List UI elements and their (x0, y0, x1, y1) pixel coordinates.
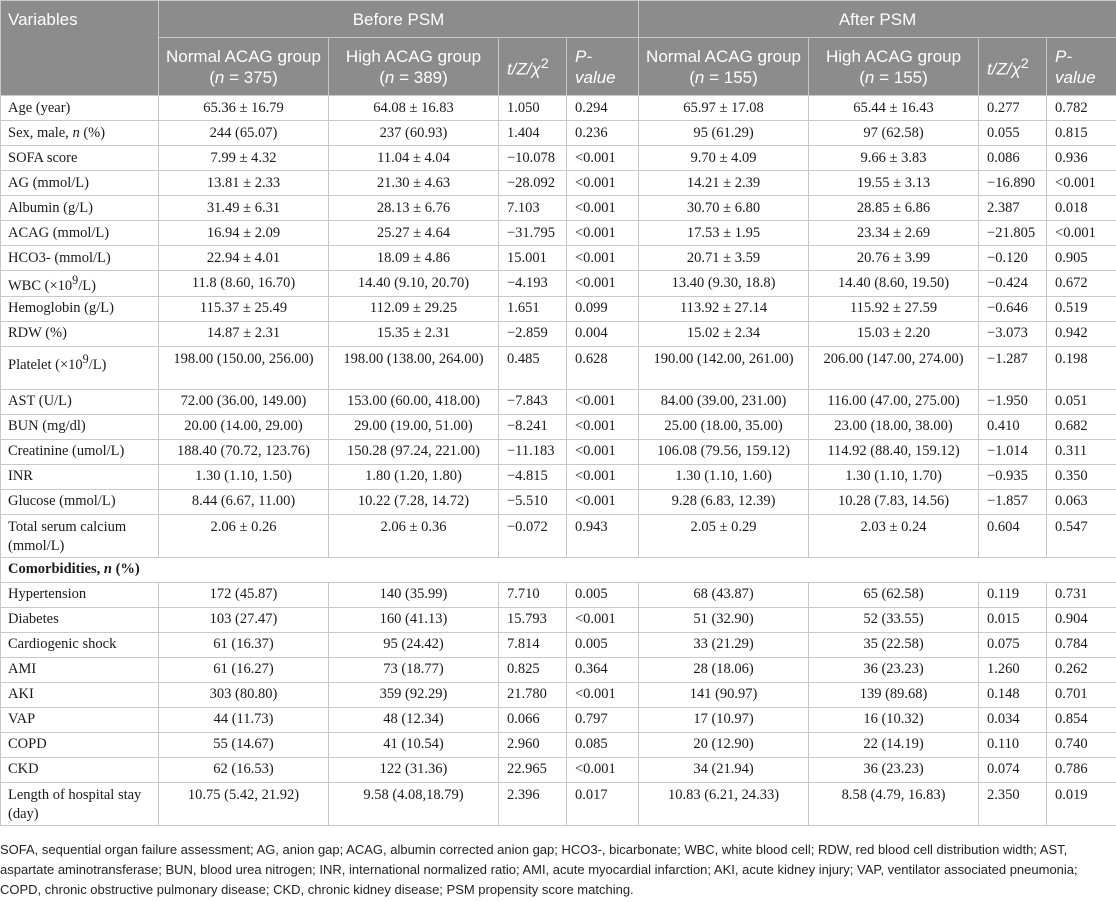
before-pvalue: <0.001 (567, 271, 639, 297)
after-high-value: 35 (22.58) (809, 632, 979, 657)
table-row (1, 271, 1116, 297)
after-high-value: 14.40 (8.60, 19.50) (809, 271, 979, 297)
section-row (1, 557, 1116, 582)
after-pvalue: 0.782 (1047, 96, 1116, 121)
table-row (1, 146, 1116, 171)
before-stat-value: 21.780 (499, 682, 567, 707)
before-stat-header: $t/Z/\chi^2$ (499, 38, 567, 96)
before-stat-value: −0.072 (499, 514, 567, 557)
table-row (1, 607, 1116, 632)
after-stat-value: −1.287 (979, 346, 1047, 389)
table-row (1, 96, 1116, 121)
table-row (1, 171, 1116, 196)
after-normal-value: 106.08 (79.56, 159.12) (639, 439, 809, 464)
variable-label: Cardiogenic shock (1, 632, 159, 657)
after-pvalue: 0.701 (1047, 682, 1116, 707)
table-row (1, 682, 1116, 707)
after-normal-value: 20.71 ± 3.59 (639, 246, 809, 271)
after-normal-value: 15.02 ± 2.34 (639, 321, 809, 346)
before-stat-value: −28.092 (499, 171, 567, 196)
variable-label: Glucose (mmol/L) (1, 489, 159, 514)
table-row (1, 346, 1116, 389)
before-high-value: 359 (92.29) (329, 682, 499, 707)
before-normal-value: 244 (65.07) (159, 121, 329, 146)
table-row (1, 782, 1116, 825)
section-label: Comorbidities, n (%) (1, 557, 1116, 582)
after-high-value: 10.28 (7.83, 14.56) (809, 489, 979, 514)
before-normal-value: 2.06 ± 0.26 (159, 514, 329, 557)
variable-label: Hypertension (1, 582, 159, 607)
before-high-value: 160 (41.13) (329, 607, 499, 632)
after-high-value: 8.58 (4.79, 16.83) (809, 782, 979, 825)
table-row (1, 582, 1116, 607)
before-normal-value: 14.87 ± 2.31 (159, 321, 329, 346)
after-stat-value: 0.055 (979, 121, 1047, 146)
after-pvalue: 0.942 (1047, 321, 1116, 346)
variable-label: Diabetes (1, 607, 159, 632)
after-stat-value: 2.350 (979, 782, 1047, 825)
after-high-value: 52 (33.55) (809, 607, 979, 632)
after-pvalue: 0.904 (1047, 607, 1116, 632)
header-row-1 (1, 1, 1116, 38)
before-psm-header: Before PSM (159, 1, 639, 38)
after-stat-value: 0.034 (979, 707, 1047, 732)
before-pvalue: <0.001 (567, 221, 639, 246)
before-stat-value: 0.066 (499, 707, 567, 732)
before-pvalue: <0.001 (567, 389, 639, 414)
before-stat-value: −7.843 (499, 389, 567, 414)
after-pvalue: 0.019 (1047, 782, 1116, 825)
before-high-value: 140 (35.99) (329, 582, 499, 607)
table-row (1, 707, 1116, 732)
before-stat-value: 2.396 (499, 782, 567, 825)
before-high-group-header: High ACAG group (n = 389) (329, 38, 499, 96)
table-row (1, 489, 1116, 514)
before-pvalue: 0.085 (567, 732, 639, 757)
before-stat-value: 1.651 (499, 296, 567, 321)
before-stat-value: −2.859 (499, 321, 567, 346)
before-normal-value: 31.49 ± 6.31 (159, 196, 329, 221)
variable-label: CKD (1, 757, 159, 782)
after-normal-value: 141 (90.97) (639, 682, 809, 707)
variable-label: AKI (1, 682, 159, 707)
variable-label: SOFA score (1, 146, 159, 171)
after-high-value: 9.66 ± 3.83 (809, 146, 979, 171)
after-stat-value: 0.110 (979, 732, 1047, 757)
before-stat-value: −31.795 (499, 221, 567, 246)
after-high-value: 15.03 ± 2.20 (809, 321, 979, 346)
after-stat-value: 1.260 (979, 657, 1047, 682)
before-high-value: 9.58 (4.08,18.79) (329, 782, 499, 825)
before-stat-value: −5.510 (499, 489, 567, 514)
before-normal-value: 8.44 (6.67, 11.00) (159, 489, 329, 514)
after-pvalue: 0.547 (1047, 514, 1116, 557)
before-high-value: 153.00 (60.00, 418.00) (329, 389, 499, 414)
after-high-value: 114.92 (88.40, 159.12) (809, 439, 979, 464)
before-normal-value: 20.00 (14.00, 29.00) (159, 414, 329, 439)
after-stat-value: −1.014 (979, 439, 1047, 464)
before-pvalue: <0.001 (567, 439, 639, 464)
before-stat-value: 0.485 (499, 346, 567, 389)
after-normal-value: 10.83 (6.21, 24.33) (639, 782, 809, 825)
after-normal-value: 95 (61.29) (639, 121, 809, 146)
variable-label: Hemoglobin (g/L) (1, 296, 159, 321)
variable-label: AMI (1, 657, 159, 682)
after-high-value: 65 (62.58) (809, 582, 979, 607)
after-pvalue-header: P-value (1047, 38, 1116, 96)
after-stat-value: 0.148 (979, 682, 1047, 707)
after-normal-value: 17.53 ± 1.95 (639, 221, 809, 246)
variable-label: ACAG (mmol/L) (1, 221, 159, 246)
before-stat-value: 1.050 (499, 96, 567, 121)
before-pvalue: 0.017 (567, 782, 639, 825)
after-stat-value: 0.410 (979, 414, 1047, 439)
variable-label: RDW (%) (1, 321, 159, 346)
before-stat-value: −8.241 (499, 414, 567, 439)
before-high-value: 15.35 ± 2.31 (329, 321, 499, 346)
after-normal-value: 65.97 ± 17.08 (639, 96, 809, 121)
before-high-value: 122 (31.36) (329, 757, 499, 782)
before-pvalue: 0.294 (567, 96, 639, 121)
after-pvalue: 0.731 (1047, 582, 1116, 607)
after-pvalue: 0.786 (1047, 757, 1116, 782)
variable-label: COPD (1, 732, 159, 757)
before-high-value: 73 (18.77) (329, 657, 499, 682)
after-high-value: 23.00 (18.00, 38.00) (809, 414, 979, 439)
after-pvalue: 0.815 (1047, 121, 1116, 146)
variable-label: BUN (mg/dl) (1, 414, 159, 439)
table-row (1, 464, 1116, 489)
before-pvalue: <0.001 (567, 489, 639, 514)
after-high-value: 97 (62.58) (809, 121, 979, 146)
table-row (1, 414, 1116, 439)
after-normal-value: 20 (12.90) (639, 732, 809, 757)
after-normal-value: 190.00 (142.00, 261.00) (639, 346, 809, 389)
after-stat-header: $t/Z/\chi^2$ (979, 38, 1047, 96)
before-pvalue: <0.001 (567, 757, 639, 782)
after-normal-value: 84.00 (39.00, 231.00) (639, 389, 809, 414)
before-normal-value: 72.00 (36.00, 149.00) (159, 389, 329, 414)
before-high-value: 48 (12.34) (329, 707, 499, 732)
before-stat-value: 7.103 (499, 196, 567, 221)
after-pvalue: 0.350 (1047, 464, 1116, 489)
before-pvalue: 0.005 (567, 582, 639, 607)
before-normal-value: 11.8 (8.60, 16.70) (159, 271, 329, 297)
before-high-value: 198.00 (138.00, 264.00) (329, 346, 499, 389)
before-high-value: 18.09 ± 4.86 (329, 246, 499, 271)
before-stat-value: −4.815 (499, 464, 567, 489)
after-normal-group-header: Normal ACAG group (n = 155) (639, 38, 809, 96)
variable-label: AG (mmol/L) (1, 171, 159, 196)
table-row (1, 121, 1116, 146)
after-high-value: 2.03 ± 0.24 (809, 514, 979, 557)
after-normal-value: 51 (32.90) (639, 607, 809, 632)
before-stat-value: 7.814 (499, 632, 567, 657)
variable-label: Length of hospital stay (day) (1, 782, 159, 825)
after-psm-header: After PSM (639, 1, 1116, 38)
after-normal-value: 34 (21.94) (639, 757, 809, 782)
after-normal-value: 9.28 (6.83, 12.39) (639, 489, 809, 514)
before-normal-group-header: Normal ACAG group (n = 375) (159, 38, 329, 96)
after-stat-value: −3.073 (979, 321, 1047, 346)
after-pvalue: 0.519 (1047, 296, 1116, 321)
before-stat-value: 7.710 (499, 582, 567, 607)
after-pvalue: 0.063 (1047, 489, 1116, 514)
after-high-value: 65.44 ± 16.43 (809, 96, 979, 121)
before-normal-value: 16.94 ± 2.09 (159, 221, 329, 246)
before-high-value: 112.09 ± 29.25 (329, 296, 499, 321)
before-high-value: 28.13 ± 6.76 (329, 196, 499, 221)
before-high-value: 14.40 (9.10, 20.70) (329, 271, 499, 297)
before-high-value: 1.80 (1.20, 1.80) (329, 464, 499, 489)
after-stat-value: −1.950 (979, 389, 1047, 414)
after-high-value: 115.92 ± 27.59 (809, 296, 979, 321)
before-pvalue: <0.001 (567, 607, 639, 632)
before-high-value: 150.28 (97.24, 221.00) (329, 439, 499, 464)
before-stat-value: −10.078 (499, 146, 567, 171)
before-high-value: 237 (60.93) (329, 121, 499, 146)
after-stat-value: 0.119 (979, 582, 1047, 607)
before-normal-value: 55 (14.67) (159, 732, 329, 757)
after-high-value: 139 (89.68) (809, 682, 979, 707)
before-pvalue: <0.001 (567, 196, 639, 221)
header-row-2 (1, 38, 1116, 96)
after-normal-value: 17 (10.97) (639, 707, 809, 732)
after-high-value: 1.30 (1.10, 1.70) (809, 464, 979, 489)
before-normal-value: 62 (16.53) (159, 757, 329, 782)
variables-header: Variables (1, 1, 159, 96)
before-normal-value: 103 (27.47) (159, 607, 329, 632)
after-stat-value: −0.424 (979, 271, 1047, 297)
before-high-value: 95 (24.42) (329, 632, 499, 657)
before-pvalue: 0.099 (567, 296, 639, 321)
variable-label: AST (U/L) (1, 389, 159, 414)
after-stat-value: 0.015 (979, 607, 1047, 632)
after-stat-value: −0.935 (979, 464, 1047, 489)
before-normal-value: 1.30 (1.10, 1.50) (159, 464, 329, 489)
after-pvalue: 0.311 (1047, 439, 1116, 464)
after-high-value: 19.55 ± 3.13 (809, 171, 979, 196)
before-normal-value: 7.99 ± 4.32 (159, 146, 329, 171)
before-pvalue: <0.001 (567, 146, 639, 171)
before-normal-value: 61 (16.27) (159, 657, 329, 682)
before-stat-value: 15.793 (499, 607, 567, 632)
after-high-value: 20.76 ± 3.99 (809, 246, 979, 271)
after-pvalue: 0.198 (1047, 346, 1116, 389)
after-pvalue: 0.682 (1047, 414, 1116, 439)
before-high-value: 10.22 (7.28, 14.72) (329, 489, 499, 514)
before-pvalue: <0.001 (567, 414, 639, 439)
before-high-value: 29.00 (19.00, 51.00) (329, 414, 499, 439)
table-row (1, 321, 1116, 346)
table-row (1, 296, 1116, 321)
before-normal-value: 22.94 ± 4.01 (159, 246, 329, 271)
before-stat-value: 22.965 (499, 757, 567, 782)
after-high-value: 36 (23.23) (809, 657, 979, 682)
after-normal-value: 2.05 ± 0.29 (639, 514, 809, 557)
after-high-value: 116.00 (47.00, 275.00) (809, 389, 979, 414)
after-normal-value: 9.70 ± 4.09 (639, 146, 809, 171)
after-high-value: 22 (14.19) (809, 732, 979, 757)
before-pvalue: <0.001 (567, 246, 639, 271)
variable-label: WBC $(\times 10^9/L)$ (1, 271, 159, 297)
before-normal-value: 65.36 ± 16.79 (159, 96, 329, 121)
table-row (1, 757, 1116, 782)
after-high-value: 206.00 (147.00, 274.00) (809, 346, 979, 389)
after-stat-value: −21.805 (979, 221, 1047, 246)
after-normal-value: 25.00 (18.00, 35.00) (639, 414, 809, 439)
variable-label: Age (year) (1, 96, 159, 121)
after-stat-value: 0.277 (979, 96, 1047, 121)
before-normal-value: 13.81 ± 2.33 (159, 171, 329, 196)
before-stat-value: −11.183 (499, 439, 567, 464)
before-pvalue: 0.005 (567, 632, 639, 657)
after-high-value: 36 (23.23) (809, 757, 979, 782)
after-normal-value: 13.40 (9.30, 18.8) (639, 271, 809, 297)
before-high-value: 21.30 ± 4.63 (329, 171, 499, 196)
table-row (1, 514, 1116, 557)
table-row (1, 732, 1116, 757)
after-normal-value: 14.21 ± 2.39 (639, 171, 809, 196)
before-stat-value: 1.404 (499, 121, 567, 146)
before-normal-value: 61 (16.37) (159, 632, 329, 657)
before-pvalue: <0.001 (567, 682, 639, 707)
table-row (1, 221, 1116, 246)
variable-label: Albumin (g/L) (1, 196, 159, 221)
after-high-value: 28.85 ± 6.86 (809, 196, 979, 221)
table-row (1, 657, 1116, 682)
after-normal-value: 28 (18.06) (639, 657, 809, 682)
after-stat-value: 0.086 (979, 146, 1047, 171)
before-normal-value: 44 (11.73) (159, 707, 329, 732)
variable-label: Creatinine (umol/L) (1, 439, 159, 464)
after-normal-value: 33 (21.29) (639, 632, 809, 657)
after-pvalue: 0.672 (1047, 271, 1116, 297)
after-stat-value: 0.075 (979, 632, 1047, 657)
before-high-value: 25.27 ± 4.64 (329, 221, 499, 246)
after-stat-value: 0.604 (979, 514, 1047, 557)
after-stat-value: 0.074 (979, 757, 1047, 782)
before-pvalue: <0.001 (567, 171, 639, 196)
after-stat-value: −0.120 (979, 246, 1047, 271)
table-row (1, 439, 1116, 464)
before-pvalue: 0.797 (567, 707, 639, 732)
before-pvalue: 0.943 (567, 514, 639, 557)
after-normal-value: 1.30 (1.10, 1.60) (639, 464, 809, 489)
variable-label: HCO3- (mmol/L) (1, 246, 159, 271)
after-high-value: 16 (10.32) (809, 707, 979, 732)
before-pvalue: 0.364 (567, 657, 639, 682)
before-pvalue: 0.628 (567, 346, 639, 389)
before-pvalue: 0.004 (567, 321, 639, 346)
after-stat-value: −16.890 (979, 171, 1047, 196)
before-stat-value: 2.960 (499, 732, 567, 757)
after-pvalue: 0.051 (1047, 389, 1116, 414)
after-normal-value: 30.70 ± 6.80 (639, 196, 809, 221)
before-high-value: 64.08 ± 16.83 (329, 96, 499, 121)
before-normal-value: 172 (45.87) (159, 582, 329, 607)
variable-label: Platelet $(\times 10^9/L)$ (1, 346, 159, 389)
before-stat-value: 0.825 (499, 657, 567, 682)
after-pvalue: <0.001 (1047, 171, 1116, 196)
before-normal-value: 10.75 (5.42, 21.92) (159, 782, 329, 825)
table-row (1, 389, 1116, 414)
variable-label: INR (1, 464, 159, 489)
before-pvalue: 0.236 (567, 121, 639, 146)
after-high-value: 23.34 ± 2.69 (809, 221, 979, 246)
after-high-group-header: High ACAG group (n = 155) (809, 38, 979, 96)
table-body (1, 96, 1116, 826)
after-stat-value: −1.857 (979, 489, 1047, 514)
after-normal-value: 113.92 ± 27.14 (639, 296, 809, 321)
before-normal-value: 115.37 ± 25.49 (159, 296, 329, 321)
before-stat-value: −4.193 (499, 271, 567, 297)
after-pvalue: 0.784 (1047, 632, 1116, 657)
after-pvalue: 0.740 (1047, 732, 1116, 757)
after-stat-value: −0.646 (979, 296, 1047, 321)
after-normal-value: 68 (43.87) (639, 582, 809, 607)
before-high-value: 11.04 ± 4.04 (329, 146, 499, 171)
table-row (1, 196, 1116, 221)
table-footnote: SOFA, sequential organ failure assessment; AG, anion gap; ACAG, albumin corrected anion gap; HCO3-, bicarbonate; WBC, white blood cell; RDW, red blood cell distribution width; AST, aspartate aminotransferase; BUN, blood urea nitrogen; INR, international normalized ratio; AMI, acute myocardial infarction; AKI, acute kidney injury; VAP, ventilator associated pneumonia; COPD, chronic obstructive pulmonary disease; CKD, chronic kidney disease; PSM propensity score matching. (0, 842, 1078, 897)
before-stat-value: 15.001 (499, 246, 567, 271)
before-normal-value: 198.00 (150.00, 256.00) (159, 346, 329, 389)
before-pvalue-header: P-value (567, 38, 639, 96)
variable-label: Sex, male, n (%) (1, 121, 159, 146)
after-stat-value: 2.387 (979, 196, 1047, 221)
after-pvalue: 0.936 (1047, 146, 1116, 171)
after-pvalue: 0.018 (1047, 196, 1116, 221)
after-pvalue: 0.905 (1047, 246, 1116, 271)
variable-label: VAP (1, 707, 159, 732)
variable-label: Total serum calcium (mmol/L) (1, 514, 159, 557)
table-row (1, 246, 1116, 271)
after-pvalue: 0.854 (1047, 707, 1116, 732)
before-normal-value: 303 (80.80) (159, 682, 329, 707)
after-pvalue: <0.001 (1047, 221, 1116, 246)
before-normal-value: 188.40 (70.72, 123.76) (159, 439, 329, 464)
table-row (1, 632, 1116, 657)
before-high-value: 2.06 ± 0.36 (329, 514, 499, 557)
after-pvalue: 0.262 (1047, 657, 1116, 682)
before-high-value: 41 (10.54) (329, 732, 499, 757)
before-pvalue: <0.001 (567, 464, 639, 489)
